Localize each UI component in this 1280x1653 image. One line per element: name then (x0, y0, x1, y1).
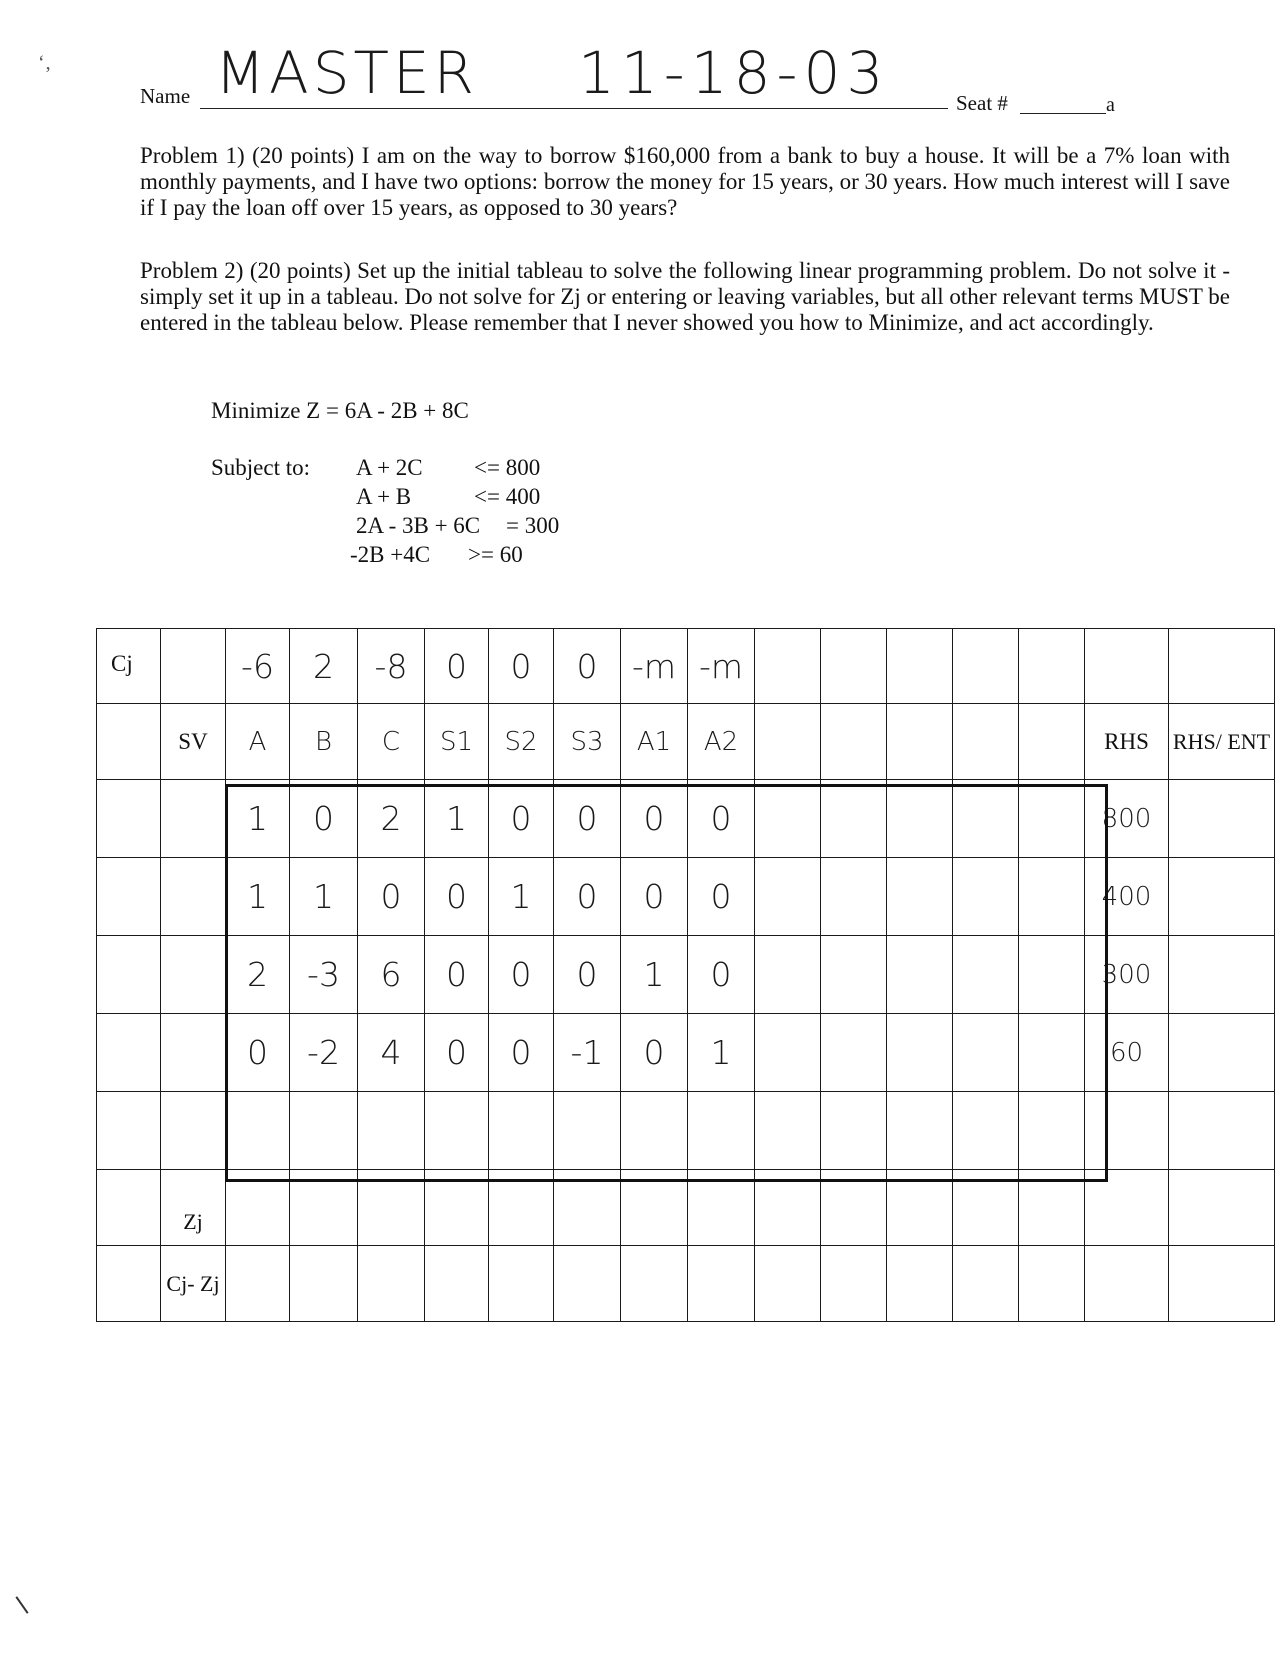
empty-cell (821, 780, 887, 858)
coefficient-cell: 1 (688, 1014, 755, 1092)
empty-cell (1085, 1092, 1169, 1170)
coefficient-cell: 4 (358, 1014, 425, 1092)
seat-line (1020, 113, 1106, 114)
constraint-1 (356, 455, 540, 481)
empty-cell (1019, 629, 1085, 704)
constraint-4 (350, 542, 523, 568)
rhs-ent-label: RHS/ ENT (1169, 704, 1275, 780)
coefficient-cell: 0 (554, 936, 621, 1014)
coefficient-cell: 0 (688, 780, 755, 858)
constraint-expr: A + B (356, 484, 412, 509)
variable-name: A2 (688, 704, 755, 780)
empty-cell (1019, 1246, 1085, 1322)
constraint-expr: A + 2C (356, 455, 423, 480)
empty-cell (821, 704, 887, 780)
coefficient-cell: 2 (358, 780, 425, 858)
coefficient-cell: 1 (226, 780, 290, 858)
empty-cell (226, 1246, 290, 1322)
constraint-rel: >= 60 (468, 542, 523, 567)
empty-cell (1169, 858, 1275, 936)
empty-cell (887, 936, 953, 1014)
empty-cell (1169, 1092, 1275, 1170)
coefficient-cell: 0 (425, 858, 489, 936)
rhs-value: 800 (1085, 780, 1169, 858)
coefficient-cell: 0 (621, 1014, 688, 1092)
empty-cell (1085, 1170, 1169, 1246)
empty-cell (755, 704, 821, 780)
coefficient-cell: 1 (621, 936, 688, 1014)
empty-cell (1019, 704, 1085, 780)
empty-cell (1019, 858, 1085, 936)
coefficient-cell: 1 (290, 858, 358, 936)
empty-cell (489, 1246, 554, 1322)
empty-cell (1019, 936, 1085, 1014)
coefficient-cell: -1 (554, 1014, 621, 1092)
cj-value: -8 (358, 629, 425, 704)
rhs-label: RHS (1085, 704, 1169, 780)
empty-cell (688, 1170, 755, 1246)
cjzj-label: Cj- Zj (161, 1246, 226, 1322)
empty-cell (425, 1246, 489, 1322)
empty-cell (161, 936, 226, 1014)
empty-cell (290, 1246, 358, 1322)
empty-cell (1019, 1092, 1085, 1170)
empty-cell (1085, 1246, 1169, 1322)
coefficient-cell: 0 (688, 858, 755, 936)
constraint-rel: = 300 (506, 513, 560, 538)
empty-cell (887, 780, 953, 858)
variable-name: A (226, 704, 290, 780)
constraint-expr: 2A - 3B + 6C (356, 513, 481, 538)
cj-value: -m (621, 629, 688, 704)
empty-cell (425, 1170, 489, 1246)
coefficient-cell: 0 (554, 858, 621, 936)
variable-name: B (290, 704, 358, 780)
empty-cell (621, 1246, 688, 1322)
empty-cell (489, 1170, 554, 1246)
constraint-row (97, 858, 1275, 936)
constraint-2 (356, 484, 540, 510)
empty-cell (953, 1092, 1019, 1170)
empty-cell (290, 1092, 358, 1170)
empty-cell (554, 1092, 621, 1170)
empty-cell (358, 1246, 425, 1322)
name-handwritten: MASTER (215, 39, 478, 107)
coefficient-cell: 1 (226, 858, 290, 936)
empty-cell (821, 629, 887, 704)
constraint-expr: -2B +4C (350, 542, 431, 567)
empty-cell (688, 1246, 755, 1322)
coefficient-cell: -2 (290, 1014, 358, 1092)
constraint-row (97, 780, 1275, 858)
coefficient-cell: 6 (358, 936, 425, 1014)
empty-cell (1019, 1170, 1085, 1246)
empty-cell (887, 1014, 953, 1092)
coefficient-cell: 0 (489, 936, 554, 1014)
empty-cell (1085, 629, 1169, 704)
empty-cell (887, 858, 953, 936)
cj-label: Cj (97, 629, 161, 704)
empty-cell (1019, 1014, 1085, 1092)
empty-cell (97, 1170, 161, 1246)
empty-cell (821, 936, 887, 1014)
coefficient-cell: 0 (226, 1014, 290, 1092)
empty-cell (1169, 780, 1275, 858)
coefficient-cell: -3 (290, 936, 358, 1014)
coefficient-cell: 0 (688, 936, 755, 1014)
name-label: Name (140, 84, 191, 108)
empty-cell (97, 858, 161, 936)
empty-cell (358, 1170, 425, 1246)
empty-cell (1169, 1014, 1275, 1092)
empty-cell (887, 704, 953, 780)
coefficient-cell: 1 (489, 858, 554, 936)
constraint-3 (356, 513, 559, 539)
cj-value: 2 (290, 629, 358, 704)
empty-cell (953, 704, 1019, 780)
empty-cell (621, 1092, 688, 1170)
coefficient-cell: 0 (489, 780, 554, 858)
empty-cell (161, 629, 226, 704)
variable-name: A1 (621, 704, 688, 780)
empty-cell (1019, 780, 1085, 858)
simplex-tableau (96, 628, 1275, 1322)
empty-cell (821, 1092, 887, 1170)
empty-cell (97, 780, 161, 858)
empty-cell (755, 858, 821, 936)
empty-cell (97, 1014, 161, 1092)
seat-label: Seat # (956, 91, 1008, 115)
coefficient-cell: 0 (621, 780, 688, 858)
empty-cell (755, 629, 821, 704)
cj-value: 0 (554, 629, 621, 704)
stray-mark (15, 1596, 28, 1614)
empty-cell (953, 1014, 1019, 1092)
empty-cell (821, 1246, 887, 1322)
variable-header-row (97, 704, 1275, 780)
empty-cell (1169, 1170, 1275, 1246)
empty-cell (554, 1170, 621, 1246)
name-line (200, 108, 948, 109)
problem-1-text: Problem 1) (20 points) I am on the way to borrow $160,000 from a bank to buy a house. It will be a 7% loan with monthly payments, and I have two options: borrow the money for 15 years, or 30 years. How much interest will I save if I pay the loan off over 15 years, as opposed to 30 years? (140, 143, 1230, 220)
empty-cell (953, 1170, 1019, 1246)
empty-cell (97, 1092, 161, 1170)
empty-cell (161, 780, 226, 858)
subject-to-label: Subject to: (211, 455, 311, 480)
empty-cell (1169, 936, 1275, 1014)
rhs-value: 300 (1085, 936, 1169, 1014)
objective-function: Minimize Z = 6A - 2B + 8C (211, 398, 469, 423)
empty-cell (161, 858, 226, 936)
empty-cell (953, 858, 1019, 936)
empty-cell (688, 1092, 755, 1170)
coefficient-cell: 2 (226, 936, 290, 1014)
blank-row (97, 1092, 1275, 1170)
empty-cell (887, 629, 953, 704)
empty-cell (358, 1092, 425, 1170)
empty-cell (425, 1092, 489, 1170)
empty-cell (97, 936, 161, 1014)
coefficient-cell: 0 (425, 936, 489, 1014)
sv-label: SV (161, 704, 226, 780)
constraint-rel: <= 800 (474, 455, 541, 480)
empty-cell (755, 1170, 821, 1246)
empty-cell (821, 1170, 887, 1246)
coefficient-cell: 0 (358, 858, 425, 936)
empty-cell (290, 1170, 358, 1246)
empty-cell (953, 936, 1019, 1014)
empty-cell (1169, 1246, 1275, 1322)
rhs-value: 400 (1085, 858, 1169, 936)
empty-cell (97, 1246, 161, 1322)
empty-cell (755, 1014, 821, 1092)
coefficient-cell: 0 (425, 1014, 489, 1092)
empty-cell (226, 1092, 290, 1170)
empty-cell (755, 1092, 821, 1170)
variable-name: S3 (554, 704, 621, 780)
coefficient-cell: 0 (621, 858, 688, 936)
cj-value: -6 (226, 629, 290, 704)
coefficient-cell: 0 (290, 780, 358, 858)
empty-cell (887, 1170, 953, 1246)
cj-value: 0 (489, 629, 554, 704)
empty-cell (226, 1170, 290, 1246)
problem-2-text: Problem 2) (20 points) Set up the initial tableau to solve the following linear programming problem. Do not solve it - simply set it up in a tableau. Do not solve for Zj or entering or leaving variables, but all other relevant terms MUST be entered in the tableau below. Please remember that I never showed you how to Minimize, and act accordingly. (140, 258, 1230, 335)
empty-cell (489, 1092, 554, 1170)
empty-cell (161, 1014, 226, 1092)
date-handwritten: 11-18-03 (578, 39, 890, 107)
empty-cell (161, 1092, 226, 1170)
empty-cell (97, 704, 161, 780)
empty-cell (1169, 629, 1275, 704)
coefficient-cell: 0 (489, 1014, 554, 1092)
empty-cell (887, 1092, 953, 1170)
cj-row (97, 629, 1275, 704)
zj-row (97, 1170, 1275, 1246)
empty-cell (621, 1170, 688, 1246)
constraint-row (97, 1014, 1275, 1092)
stray-mark: ‘‚ (38, 52, 52, 74)
coefficient-cell: 0 (554, 780, 621, 858)
empty-cell (821, 858, 887, 936)
empty-cell (755, 1246, 821, 1322)
empty-cell (554, 1246, 621, 1322)
coefficient-cell: 1 (425, 780, 489, 858)
cj-value: -m (688, 629, 755, 704)
constraint-rel: <= 400 (474, 484, 541, 509)
empty-cell (953, 629, 1019, 704)
cj-value: 0 (425, 629, 489, 704)
variable-name: C (358, 704, 425, 780)
seat-suffix: a (1106, 94, 1115, 116)
constraint-row (97, 936, 1275, 1014)
zj-label: Zj (161, 1170, 226, 1246)
rhs-value: 60 (1085, 1014, 1169, 1092)
empty-cell (953, 780, 1019, 858)
empty-cell (887, 1246, 953, 1322)
empty-cell (953, 1246, 1019, 1322)
variable-name: S2 (489, 704, 554, 780)
variable-name: S1 (425, 704, 489, 780)
empty-cell (755, 780, 821, 858)
empty-cell (755, 936, 821, 1014)
cj-zj-row (97, 1246, 1275, 1322)
empty-cell (821, 1014, 887, 1092)
